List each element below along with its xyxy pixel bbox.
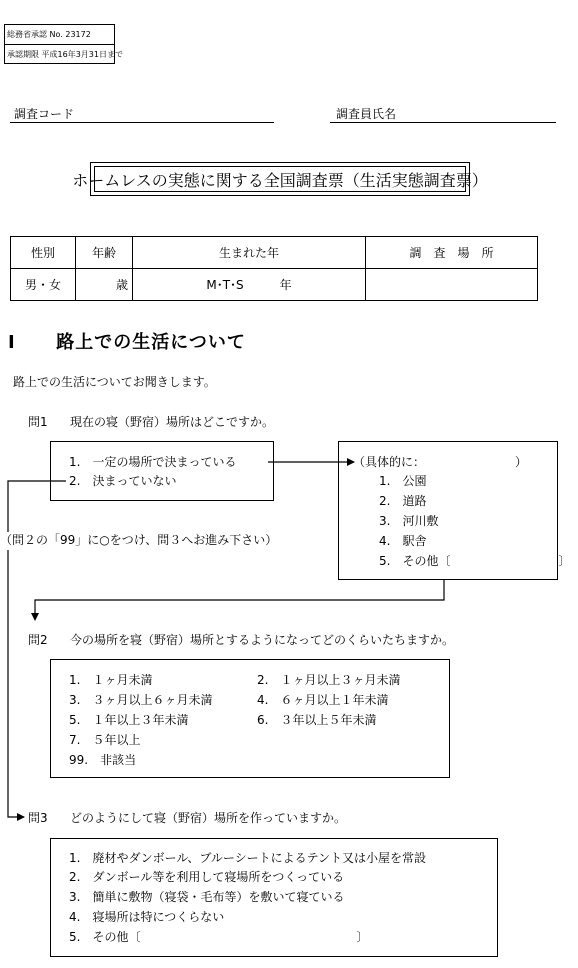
q3-option-5[interactable]: 5. その他〔 〕 <box>69 930 369 944</box>
approval-expiry: 承認期限 平成16年3月31日まで <box>5 44 114 64</box>
header-age: 年齢 <box>76 237 133 269</box>
q1-option-2[interactable]: 2. 決まっていない <box>69 474 177 488</box>
q2-text: 今の場所を寝（野宿）場所とするようになってどのくらいたちますか。 <box>70 633 455 647</box>
birth-year-field[interactable]: M･T･S 年 <box>133 269 366 301</box>
gender-field[interactable]: 男・女 <box>11 269 76 301</box>
arrow-skip-to-q3 <box>8 481 66 532</box>
q1-detail-header: （具体的に： ） <box>353 455 528 469</box>
q3-option-1[interactable]: 1. 廃材やダンボール、ブルーシートによるテント又は小屋を常設 <box>69 851 427 865</box>
q1-skip-note: （問２の「99」に○をつけ、問３へお進み下さい） <box>0 533 278 547</box>
q2-option-3[interactable]: 3. ３ヶ月以上６ヶ月未満 <box>69 693 213 707</box>
q3-text: どのようにして寝（野宿）場所を作っていますか。 <box>70 811 347 825</box>
age-field[interactable]: 歳 <box>76 269 133 301</box>
q1-text: 現在の寝（野宿）場所はどこですか。 <box>70 415 275 429</box>
arrow-skip-to-q3-lower <box>8 550 24 817</box>
q1-detail-option-1[interactable]: 1. 公園 <box>379 474 427 488</box>
q1-detail-option-3[interactable]: 3. 河川敷 <box>379 514 439 528</box>
survey-code-label: 調査コード <box>14 107 75 121</box>
q2-option-5[interactable]: 5. １年以上３年未満 <box>69 713 189 727</box>
q1-detail-option-2[interactable]: 2. 道路 <box>379 494 427 508</box>
intro-text: 路上での生活についてお聞きします。 <box>13 375 216 389</box>
header-gender: 性別 <box>11 237 76 269</box>
q2-option-7[interactable]: 7. ５年以上 <box>69 733 141 747</box>
q1-detail-option-4[interactable]: 4. 駅舎 <box>379 534 427 548</box>
q2-option-6[interactable]: 6. ３年以上５年未満 <box>257 713 377 727</box>
q1-option-1[interactable]: 1. 一定の場所で決まっている <box>69 455 237 469</box>
q2-label: 問2 <box>28 633 48 647</box>
q1-label: 問1 <box>28 415 48 429</box>
arrow-detail-to-q2 <box>35 580 444 620</box>
q2-option-1[interactable]: 1. １ヶ月未満 <box>69 673 153 687</box>
header-birth-year: 生まれた年 <box>133 237 366 269</box>
q3-option-3[interactable]: 3. 簡単に敷物（寝袋・毛布等）を敷いて寝ている <box>69 890 345 904</box>
q3-option-2[interactable]: 2. ダンボール等を利用して寝場所をつくっている <box>69 870 345 884</box>
q3-label: 問3 <box>28 811 48 825</box>
surveyor-name-label: 調査員氏名 <box>336 107 397 121</box>
q2-option-99[interactable]: 99. 非該当 <box>69 753 137 767</box>
header-survey-location: 調 査 場 所 <box>366 237 538 269</box>
section-title: 路上での生活について <box>56 332 246 353</box>
page-title: ホームレスの実態に関する全国調査票（生活実態調査票） <box>94 166 466 192</box>
q2-option-4[interactable]: 4. ６ヶ月以上１年未満 <box>257 693 389 707</box>
q1-detail-option-5[interactable]: 5. その他〔 〕 <box>379 554 571 568</box>
q2-option-2[interactable]: 2. １ヶ月以上３ヶ月未満 <box>257 673 401 687</box>
q3-option-4[interactable]: 4. 寝場所は特につくらない <box>69 910 225 924</box>
section-number: I <box>8 332 16 353</box>
approval-number: 総務省承認 No. 23172 <box>7 30 91 39</box>
